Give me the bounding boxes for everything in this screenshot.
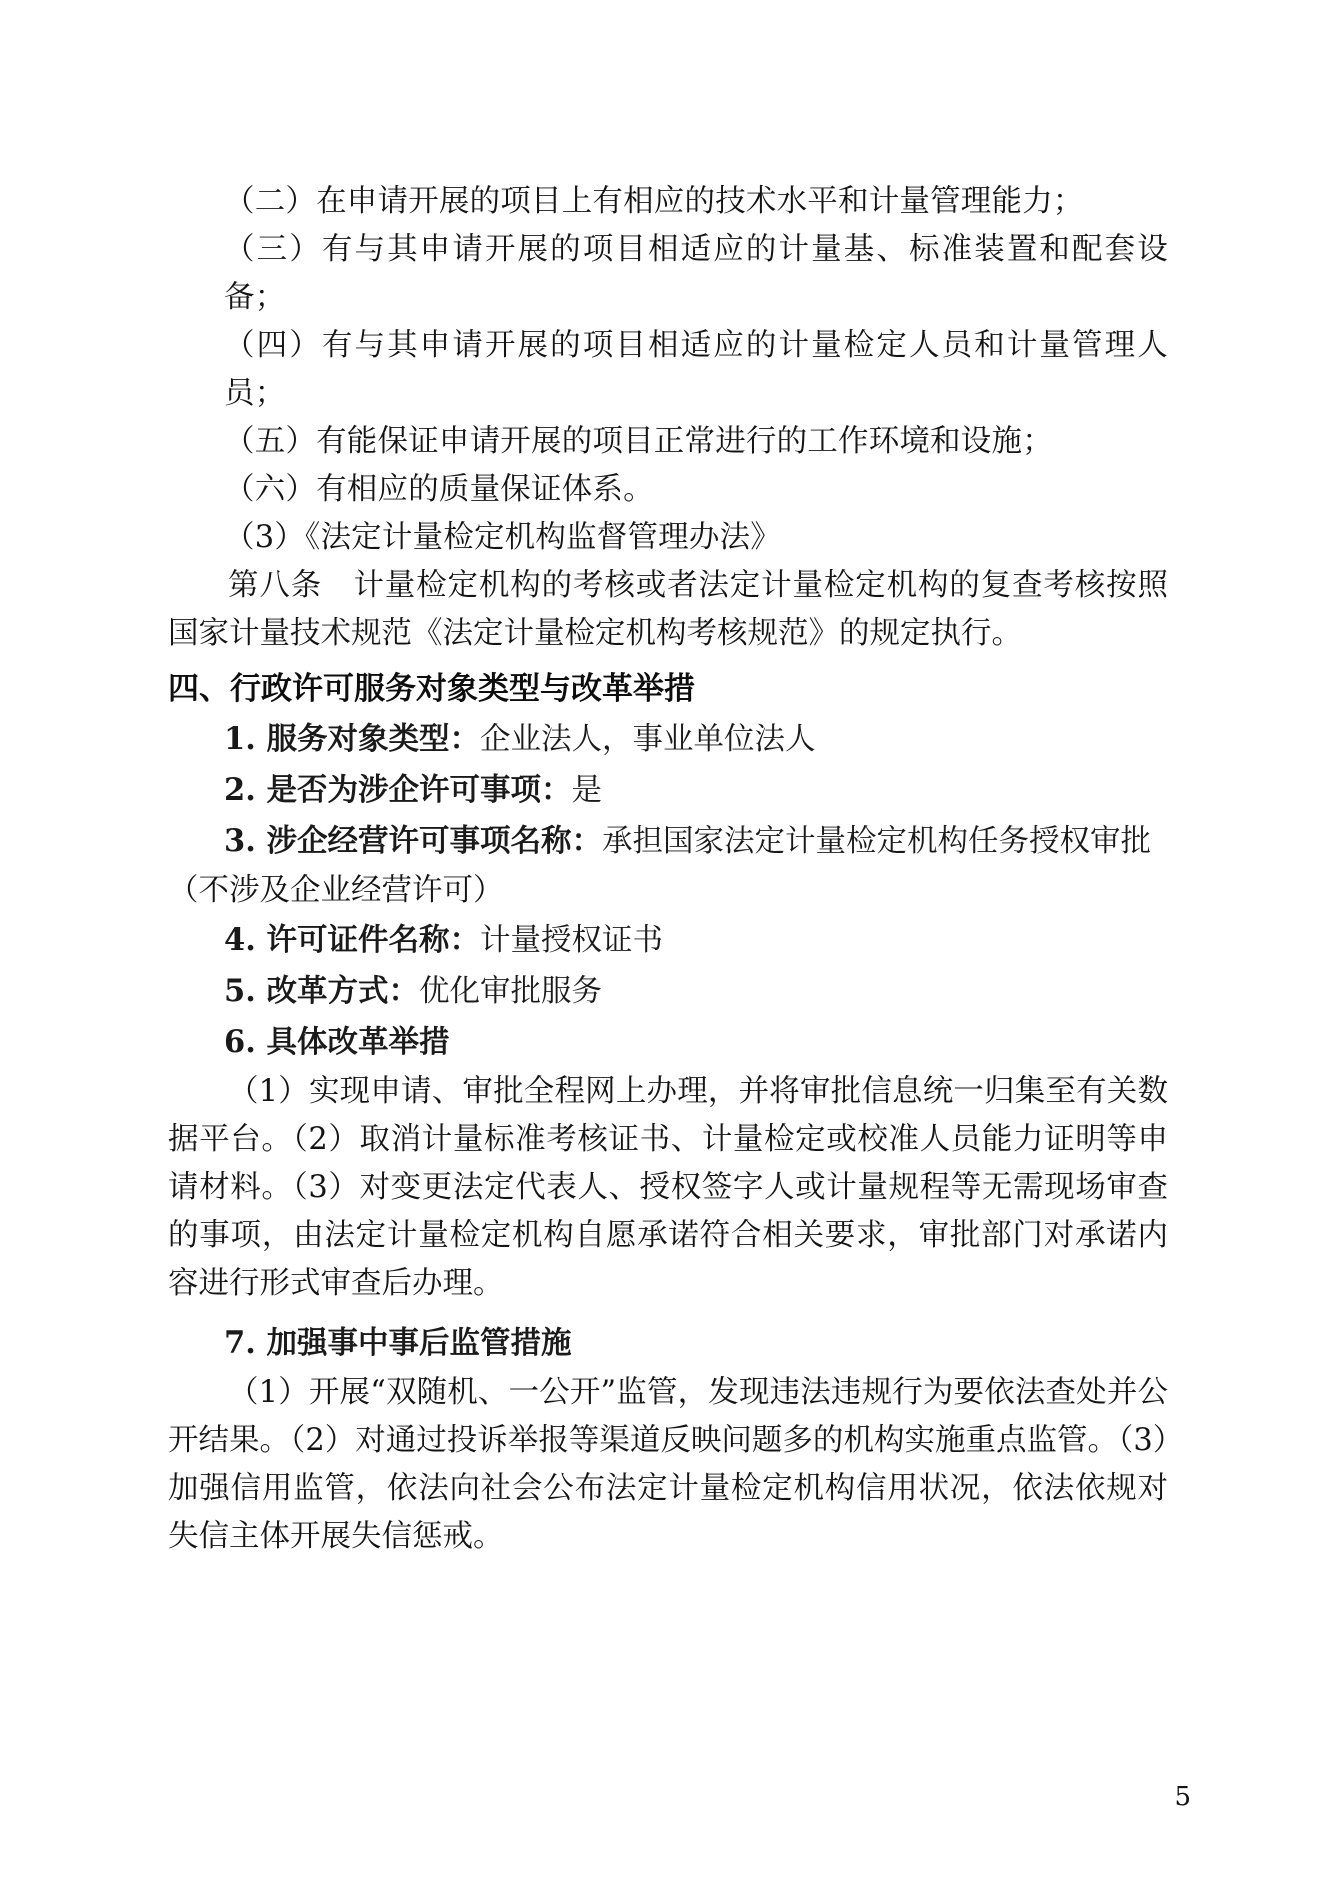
- numbered-item-1: [168, 714, 1168, 765]
- numbered-item-5: [168, 966, 1168, 1017]
- document-body: [168, 178, 1168, 1561]
- subsection-heading-6: 6. 具体改革举措: [224, 1024, 450, 1060]
- article-eight-paragraph: 第八条 计量检定机构的考核或者法定计量检定机构的复查考核按照国家计量技术规范《法定计量检定机构考核规范》的规定执行。: [168, 568, 1168, 651]
- numbered-item-5-label: 5. 改革方式：: [224, 973, 419, 1009]
- numbered-item-5-value: 优化审批服务: [418, 974, 602, 1009]
- numbered-item-2-value: 是: [571, 773, 602, 808]
- paragraph-7: （1）开展“双随机、一公开”监管，发现违法违规行为要依法查处并公开结果。（2）对通过投诉举报等渠道反映问题多的机构实施重点监管。（3）加强信用监管，依法向社会公布法定计量检定机构信用状况，依法依规对失信主体开展失信惩戒。: [168, 1375, 1168, 1554]
- list-item: （3）《法定计量检定机构监督管理办法》: [224, 520, 781, 555]
- list-item: （五）有能保证申请开展的项目正常进行的工作环境和设施；: [224, 424, 1053, 459]
- list-item: （三）有与其申请开展的项目相适应的计量基、标准装置和配套设备；: [224, 232, 1168, 315]
- numbered-item-2-label: 2. 是否为涉企许可事项：: [224, 772, 572, 808]
- numbered-item-1-label: 1. 服务对象类型：: [224, 721, 480, 757]
- paragraph-6: （1）实现申请、审批全程网上办理，并将审批信息统一归集至有关数据平台。（2）取消计量标准考核证书、计量检定或校准人员能力证明等申请材料。（3）对变更法定代表人、授权签字人或计量规程等无需现场审查的事项，由法定计量检定机构自愿承诺符合相关要求，审批部门对承诺内容进行形式审查后办理。: [168, 1074, 1168, 1301]
- numbered-item-4: [168, 915, 1168, 966]
- numbered-item-3-label: 3. 涉企经营许可事项名称：: [224, 823, 602, 859]
- numbered-item-4-value: 计量授权证书: [479, 923, 663, 958]
- section-heading: 四、行政许可服务对象类型与改革举措: [168, 671, 695, 707]
- numbered-item-3-continuation: （不涉及企业经营许可）: [168, 873, 504, 908]
- page-number: 5: [1174, 1782, 1191, 1812]
- numbered-item-3-value: 承担国家法定计量检定机构任务授权审批: [601, 824, 1151, 859]
- numbered-item-2: [168, 765, 1168, 816]
- numbered-item-4-label: 4. 许可证件名称：: [224, 922, 480, 958]
- list-item: （四）有与其申请开展的项目相适应的计量检定人员和计量管理人员；: [224, 328, 1168, 411]
- numbered-item-1-value: 企业法人，事业单位法人: [479, 722, 816, 757]
- numbered-item-3: [168, 816, 1168, 867]
- list-item: （二）在申请开展的项目上有相应的技术水平和计量管理能力；: [224, 184, 1084, 219]
- list-item: （六）有相应的质量保证体系。: [224, 472, 654, 507]
- subsection-heading-7: 7. 加强事中事后监管措施: [224, 1325, 572, 1361]
